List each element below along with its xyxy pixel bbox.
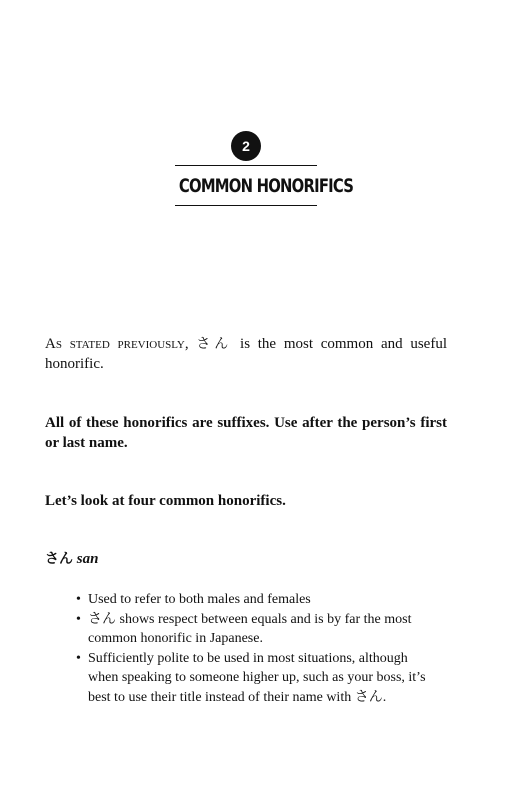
intro-paragraph — [45, 334, 447, 374]
intro-lead-letter: A — [45, 336, 56, 352]
bullet-dot-icon: • — [76, 650, 81, 666]
bullet-text-pre: Sufficiently polite to be used in most situations, although when speaking to someone higher up, such as your boss, it’s best to use their title instead of their name with — [88, 650, 426, 705]
section-heading-japanese: さん — [45, 551, 73, 567]
list-item — [76, 649, 428, 708]
san-bullet-list — [76, 590, 428, 707]
intro-text: is the most common and useful honorific. — [45, 336, 448, 372]
intro-japanese-term: さん — [196, 336, 233, 352]
bullet-text-post: shows respect between equals and is by far the most common honorific in Japanese. — [88, 611, 412, 646]
section-heading-san — [45, 549, 98, 569]
list-item — [76, 610, 428, 649]
bullet-dot-icon: • — [76, 592, 81, 607]
section-heading-romaji: san — [76, 551, 99, 567]
list-item — [76, 590, 428, 610]
bullet-text-pre: Used to refer to both males and females — [88, 592, 311, 607]
suffix-note: All of these honorifics are suffixes. Use after the person’s first or last name. — [45, 415, 447, 451]
bullet-text-post: . — [382, 689, 387, 705]
title-top-rule — [175, 165, 317, 166]
title-bottom-rule — [175, 205, 317, 206]
chapter-title: COMMON HONORIFICS — [178, 175, 354, 197]
chapter-number-badge: 2 — [231, 131, 261, 161]
intro-lead-smallcaps: s stated previously, — [55, 336, 189, 352]
bullet-dot-icon: • — [76, 611, 81, 627]
lead-in-sentence: Let’s look at four common honorifics. — [45, 493, 286, 509]
bullet-japanese-term: さん — [354, 688, 383, 705]
bullet-japanese-term: さん — [88, 610, 116, 627]
